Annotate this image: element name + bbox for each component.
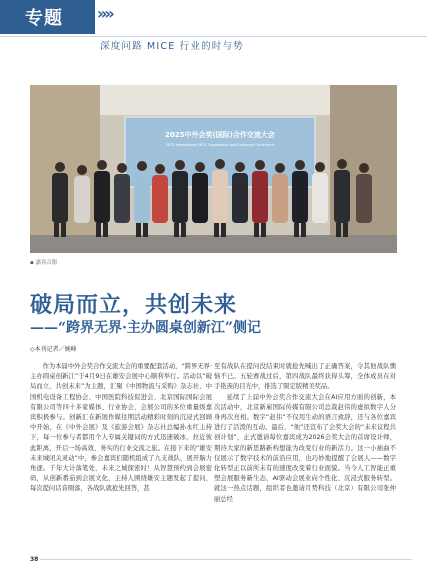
chevron-icon: »»: [97, 4, 112, 23]
group-photo: [30, 85, 397, 253]
paragraph: 作为本届中外会奖合作交流大会的重要配套活动，“跨界无界·主办圆桌创新江”于4月9日在雄安会展中心顺利举行。活动以“破局而立，共创未来”为主题，汇聚《中国物流与采购》杂志社、中国机电设备工程协会、中国医院科技促进会、北京国际国际会展有限公司等四十多家媒体、行业协会、会展公司的多位重量级嘉宾积极参与。创新汇在新展作媒往期活动精彩时刻的沉浸式回顾中开始，在《中外会展》及《旅游会展》杂志社总编孙永红主持下，每一位参与者都用个人专属关键词的方式迅速破冰，拉近彼此距离，开启一场高效、务实的行业交流之旅。在接下来的“雄安未来城闭关灵动”中，参会嘉宾们随机组成了九支战队，展开脑力角逐。千年大计落笔处，未来之城探密时！从智慧预约到会展密码，从创新番茄到会展文化，主持人围绕雄安主题发起了提问，每次提问话音刚落，各战队就抢先回答，甚: [30, 363, 212, 493]
banner-title: 2025中外会奖(国际)合作交流大会: [165, 131, 275, 139]
header-divider: [0, 36, 427, 37]
page-number: 38: [30, 556, 39, 563]
article-title: 破局而立，共创未来: [30, 292, 238, 318]
byline: ◇本刊记者／婉峰: [30, 346, 77, 353]
section-subtitle: 深度问路 MICE 行业的时与势: [100, 41, 244, 52]
photo-caption: ▪ 嘉宾合影: [30, 260, 58, 266]
section-tag: [0, 0, 95, 34]
paragraph: 延续了上届中外会奖合作交流大会在AI应用方面的创新，本次活动中，北京新雇国际传媒有限公司总裁赵伟的虚拟数字人分身再次亮相。数字“赵伟”不仅用生动的语言致辞，还与各位嘉宾进行了活泼的互动。最后，“他”还宣布了会奖大会的“未来议程共创计划”，正式邀请每位嘉宾成为2026会奖大会的首席设计师，期待大家的新思路新构想能为改变行业的新活力。这一小插曲不仅展示了数字技术的前沿应用，也巧妙地提醒了会展人——数字化转型正以前所未有的速度改变着行业面貌。当今人工智能正重塑会展服务新生态，AI驱动会展业向个性化、沉浸式服务转型。就这一热点话题，组织者也邀请月势科技（北京）有限公司张仲丽总经: [214, 393, 396, 503]
article-column-left: [30, 362, 212, 495]
paragraph: 至有战队在提问没结束时就抢先喊出了正确答案，令其他战队懊恼不已。五轮赛战过后，第四战队最终获得头筹，全体成员在对手艳羡的目光中，推选了限定版精美奖品。: [214, 363, 396, 391]
article-column-right: [214, 362, 396, 505]
article-subtitle: ——“跨界无界·主办圆桌创新江”侧记: [30, 320, 261, 336]
section-tag-label: 专题: [25, 8, 63, 29]
footer-divider: [40, 559, 412, 560]
banner-subtitle: 2025 International MICE Cooperation and Exchange Conference: [165, 143, 275, 147]
